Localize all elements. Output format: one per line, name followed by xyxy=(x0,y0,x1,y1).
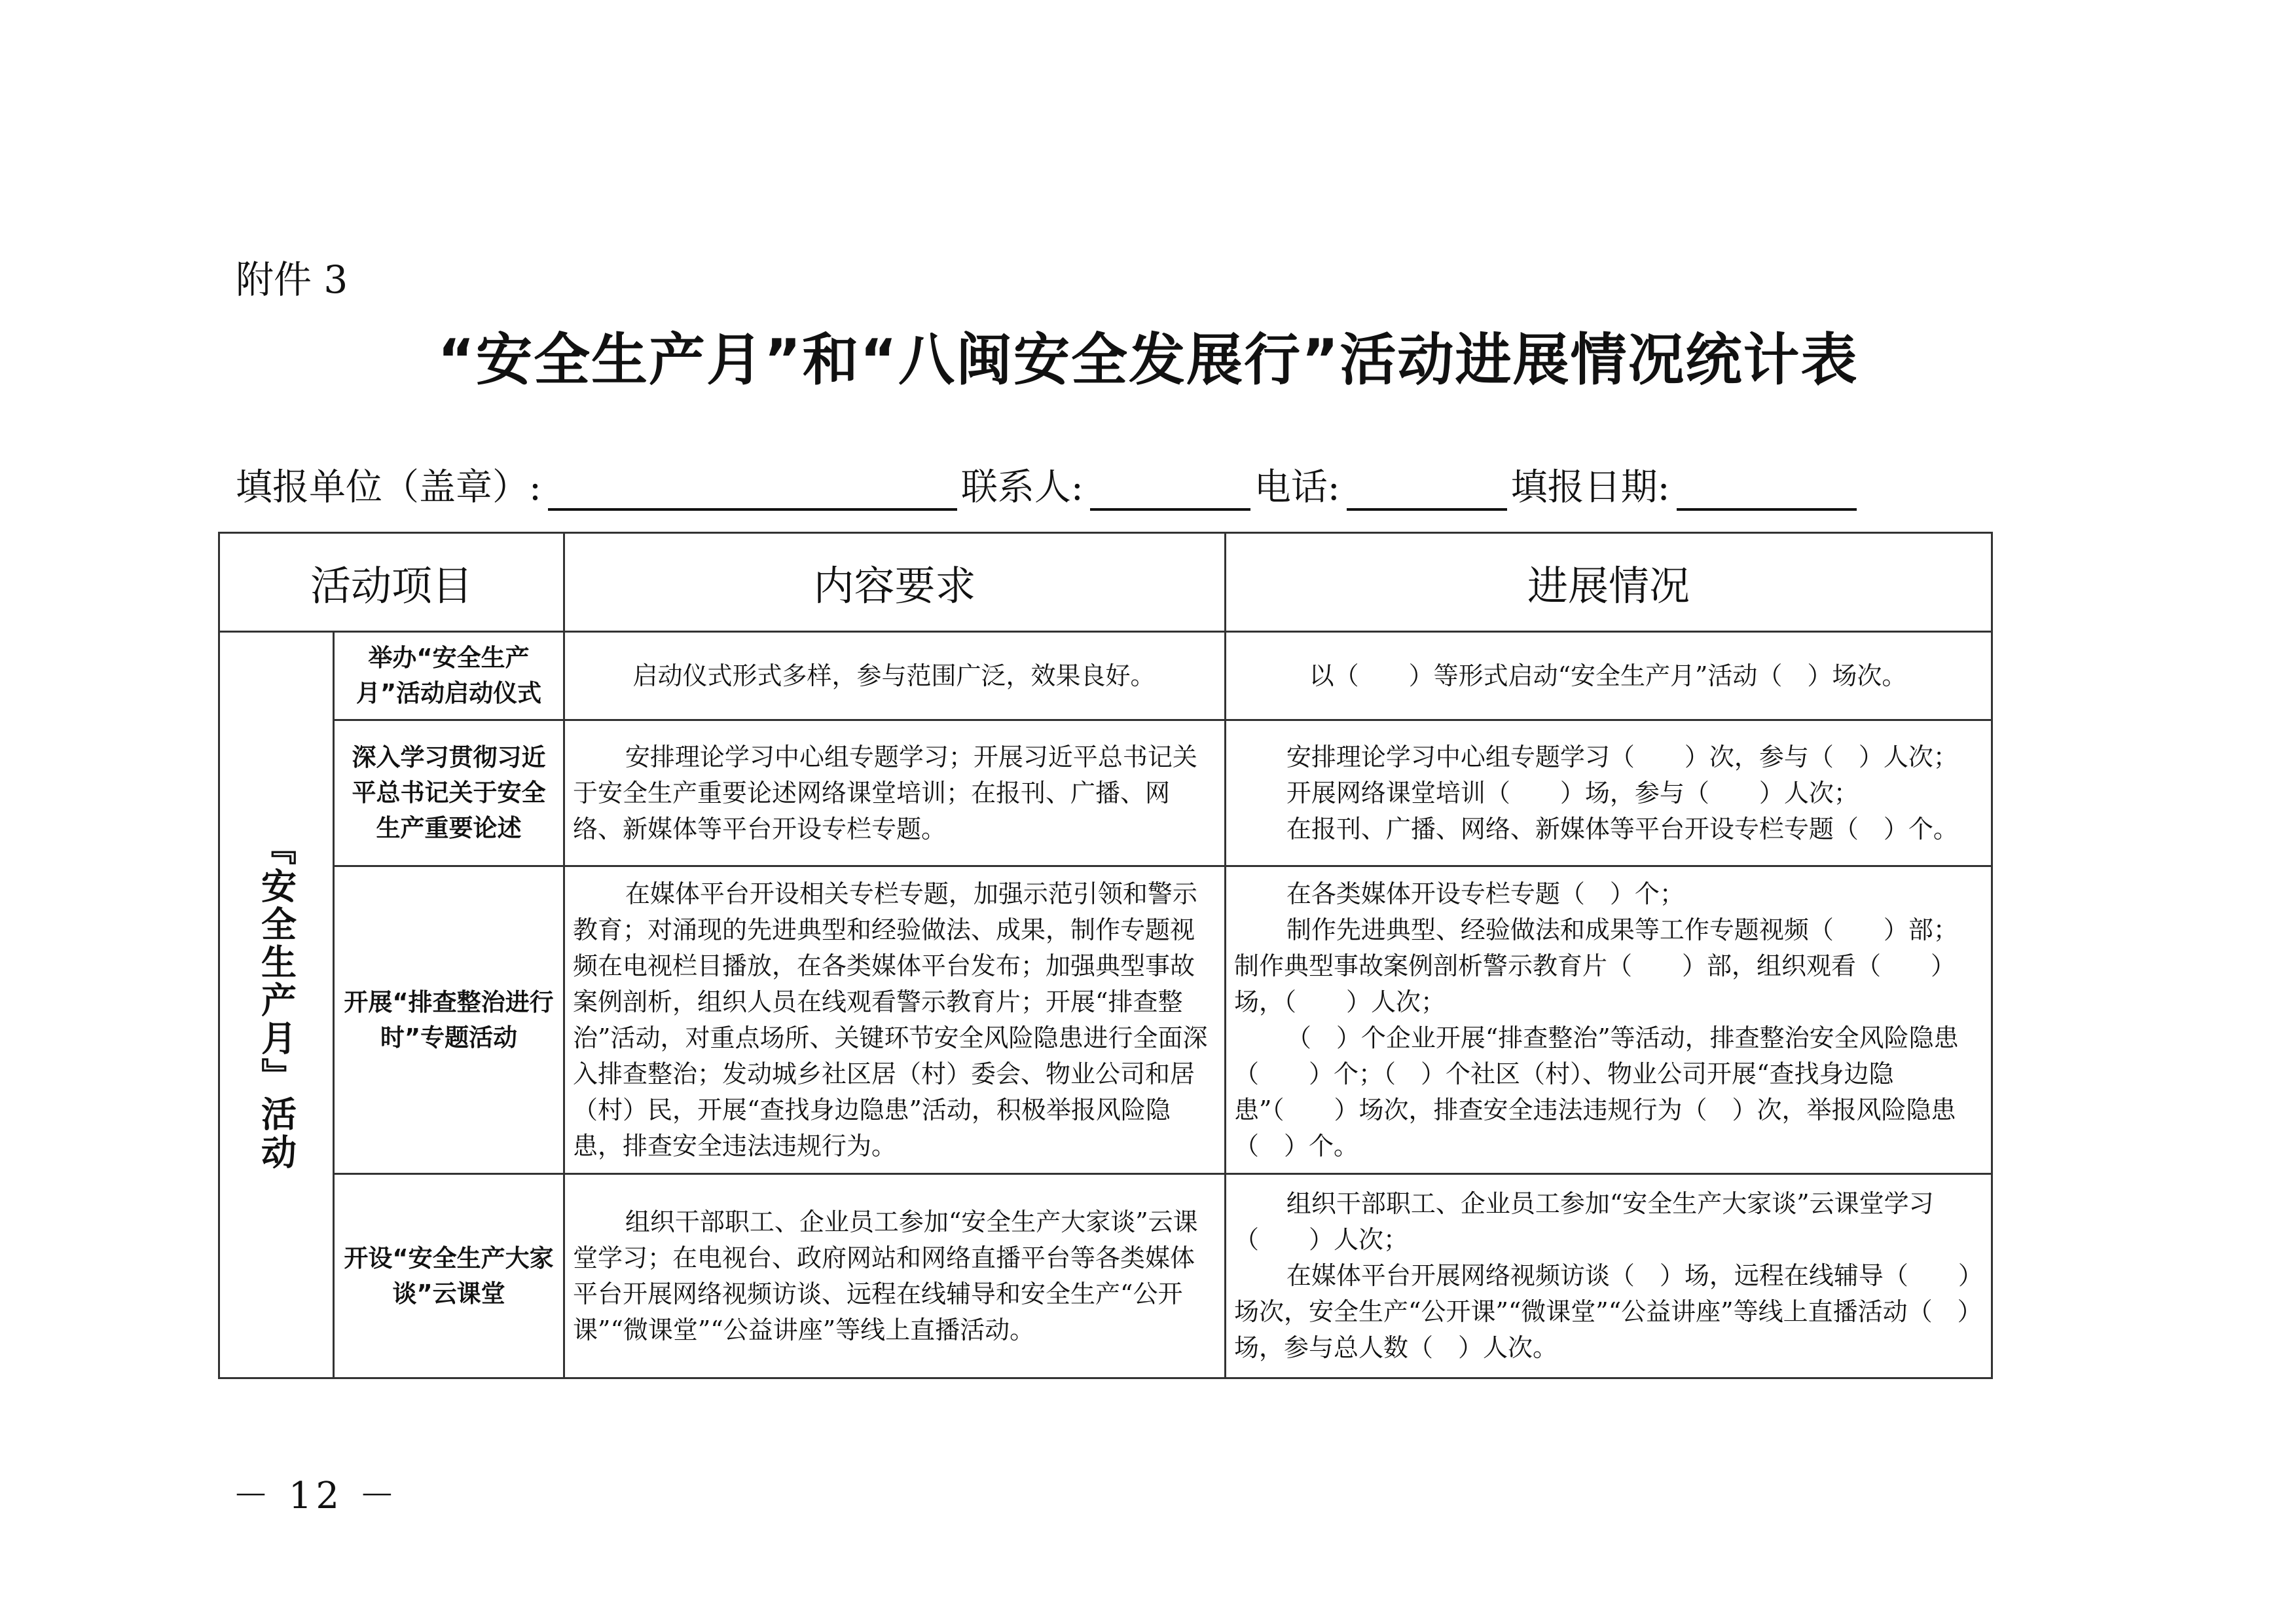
date-blank[interactable] xyxy=(1677,462,1857,511)
unit-blank[interactable] xyxy=(548,462,957,511)
item-cell: 开展“排查整治进行时”专题活动 xyxy=(334,866,564,1174)
progress-text: 开展网络课堂培训（ ）场，参与（ ）人次； xyxy=(1286,778,1859,807)
requirement-text: 启动仪式形式多样，参与范围广泛，效果良好。 xyxy=(632,661,1156,690)
table-row xyxy=(219,866,1992,1174)
phone-label: 电话: xyxy=(1254,466,1340,509)
category-cell xyxy=(219,632,334,1378)
table-row xyxy=(219,632,1992,720)
header-progress: 进展情况 xyxy=(1226,533,1992,632)
category-label: 『安全生产月』活动 xyxy=(255,830,297,1172)
progress-cell xyxy=(1226,1174,1992,1378)
progress-text: （ ）个企业开展“排查整治”等活动，排查整治安全风险隐患（ ）个；（ ）个社区（村）、物业公司开展“查找身边隐患”（ ）场次，排查安全违法违规行为（ ）次，举报风险隐患（ ）个。 xyxy=(1234,1023,1959,1160)
attachment-label: 附件 3 xyxy=(236,257,348,302)
progress-text: 组织干部职工、企业员工参加“安全生产大家谈”云课堂学习（ ）人次； xyxy=(1234,1189,1934,1254)
page-number: － 12 － xyxy=(232,1475,399,1517)
phone-blank[interactable] xyxy=(1347,462,1507,511)
header-requirement: 内容要求 xyxy=(564,533,1226,632)
unit-label: 填报单位（盖章）: xyxy=(236,466,541,509)
requirement-text: 安排理论学习中心组专题学习；开展习近平总书记关于安全生产重要论述网络课堂培训；在报刊、广播、网络、新媒体等平台开设专栏专题。 xyxy=(573,742,1197,843)
progress-cell xyxy=(1226,866,1992,1174)
item-cell: 举办“安全生产月”活动启动仪式 xyxy=(334,632,564,720)
progress-cell xyxy=(1226,720,1992,866)
table-row xyxy=(219,720,1992,866)
progress-text: 在报刊、广播、网络、新媒体等平台开设专栏专题（ ）个。 xyxy=(1286,814,1958,843)
progress-text: 制作先进典型、经验做法和成果等工作专题视频（ ）部；制作典型事故案例剖析警示教育片（ ）部，组织观看（ ）场，（ ）人次； xyxy=(1234,915,1958,1016)
contact-blank[interactable] xyxy=(1090,462,1250,511)
requirement-cell xyxy=(564,632,1226,720)
contact-label: 联系人: xyxy=(960,466,1084,509)
header-activity: 活动项目 xyxy=(219,533,564,632)
statistics-table xyxy=(218,532,1993,1379)
requirement-cell xyxy=(564,720,1226,866)
fill-in-line xyxy=(236,458,1912,511)
requirement-cell xyxy=(564,866,1226,1174)
date-label: 填报日期: xyxy=(1510,466,1670,509)
progress-text: 以（ ）等形式启动“安全生产月”活动（ ）场次。 xyxy=(1309,661,1907,690)
requirement-text: 组织干部职工、企业员工参加“安全生产大家谈”云课堂学习；在电视台、政府网站和网络直播平台等各类媒体平台开展网络视频访谈、远程在线辅导和安全生产“公开课”“微课堂”“公益讲座”等线上直播活动。 xyxy=(573,1207,1198,1344)
item-cell: 深入学习贯彻习近平总书记关于安全生产重要论述 xyxy=(334,720,564,866)
requirement-text: 在媒体平台开设相关专栏专题，加强示范引领和警示教育；对涌现的先进典型和经验做法、成果，制作专题视频在电视栏目播放，在各类媒体平台发布；加强典型事故案例剖析，组织人员在线观看警示教育片；开展“排查整治”活动，对重点场所、关键环节安全风险隐患进行全面深入排查整治；发动城乡社区居（村）委会、物业公司和居（村）民，开展“查找身边隐患”活动，积极举报风险隐患，排查安全违法违规行为。 xyxy=(573,879,1208,1160)
progress-text: 在媒体平台开展网络视频访谈（ ）场，远程在线辅导（ ）场次，安全生产“公开课”“微课堂”“公益讲座”等线上直播活动（ ）场，参与总人数（ ）人次。 xyxy=(1234,1261,1971,1362)
header-row xyxy=(219,533,1992,632)
progress-cell xyxy=(1226,632,1992,720)
requirement-cell xyxy=(564,1174,1226,1378)
page-title: “安全生产月”和“八闽安全发展行”活动进展情况统计表 xyxy=(437,327,1859,393)
table-row xyxy=(219,1174,1992,1378)
progress-text: 安排理论学习中心组专题学习（ ）次，参与（ ）人次； xyxy=(1286,742,1958,771)
progress-text: 在各类媒体开设专栏专题（ ）个； xyxy=(1286,879,1685,908)
item-cell: 开设“安全生产大家谈”云课堂 xyxy=(334,1174,564,1378)
